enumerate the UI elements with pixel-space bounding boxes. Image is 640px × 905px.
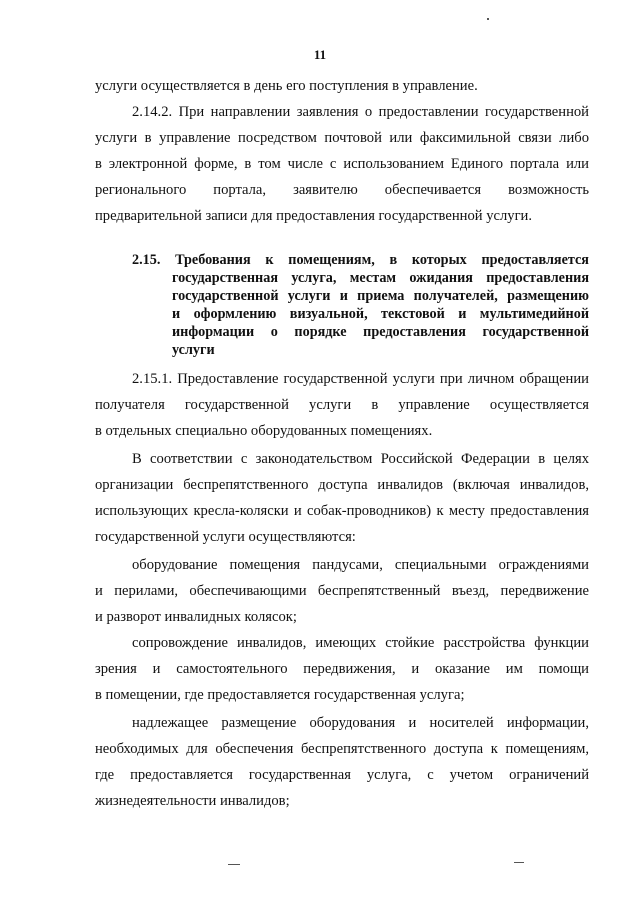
section-heading-line: 2.15. Требования к помещениям, в которых предоставляется [132, 252, 589, 268]
text-line: В соответствии с законодательством Российской Федерации в целях [132, 451, 589, 467]
text-line: и разворот инвалидных колясок; [95, 609, 297, 625]
scan-mark [487, 18, 489, 20]
page-number: 11 [313, 47, 327, 62]
text-line: и перилами, обеспечивающими беспрепятственный въезд, передвижение [95, 583, 589, 599]
scan-mark [514, 862, 524, 863]
section-heading-line: государственная услуга, местам ожидания предоставления [172, 270, 589, 286]
text-line: в отдельных специально оборудованных помещениях. [95, 423, 433, 439]
text-line: надлежащее размещение оборудования и носителей информации, [132, 715, 589, 731]
text-line: организации беспрепятственного доступа инвалидов (включая инвалидов, [95, 477, 589, 493]
text-line: в электронной форме, в том числе с использованием Единого портала или [95, 156, 589, 172]
text-line: услуги осуществляется в день его поступления в управление. [95, 78, 478, 94]
text-line: получателя государственной услуги в управление осуществляется [95, 397, 589, 413]
text-line: предварительной записи для предоставления государственной услуги. [95, 208, 533, 224]
scan-mark [228, 864, 240, 865]
text-line: регионального портала, заявителю обеспечивается возможность [95, 182, 589, 198]
text-line: услуги в управление посредством почтовой или факсимильной связи либо [95, 130, 589, 146]
text-line: 2.15.1. Предоставление государственной услуги при личном обращении [132, 371, 589, 387]
text-line: 2.14.2. При направлении заявления о предоставлении государственной [132, 104, 589, 120]
text-line: государственной услуги осуществляются: [95, 529, 356, 545]
text-line: где предоставляется государственная услуга, с учетом ограничений [95, 767, 589, 783]
text-line: жизнедеятельности инвалидов; [95, 793, 290, 809]
text-line: оборудование помещения пандусами, специальными ограждениями [132, 557, 589, 573]
section-heading-line: информации о порядке предоставления государственной [172, 324, 589, 340]
text-line: сопровождение инвалидов, имеющих стойкие расстройства функции [132, 635, 589, 651]
section-heading-line: государственной услуги и приема получателей, размещению [172, 288, 589, 304]
section-heading-line: и оформлению визуальной, текстовой и мультимедийной [172, 306, 589, 322]
text-line: использующих кресла-коляски и собак-проводников) к месту предоставления [95, 503, 589, 519]
text-line: зрения и самостоятельного передвижения, и оказание им помощи [95, 661, 589, 677]
section-heading-line: услуги [172, 342, 215, 358]
text-line: необходимых для обеспечения беспрепятственного доступа к помещениям, [95, 741, 589, 757]
text-line: в помещении, где предоставляется государственная услуга; [95, 687, 465, 703]
